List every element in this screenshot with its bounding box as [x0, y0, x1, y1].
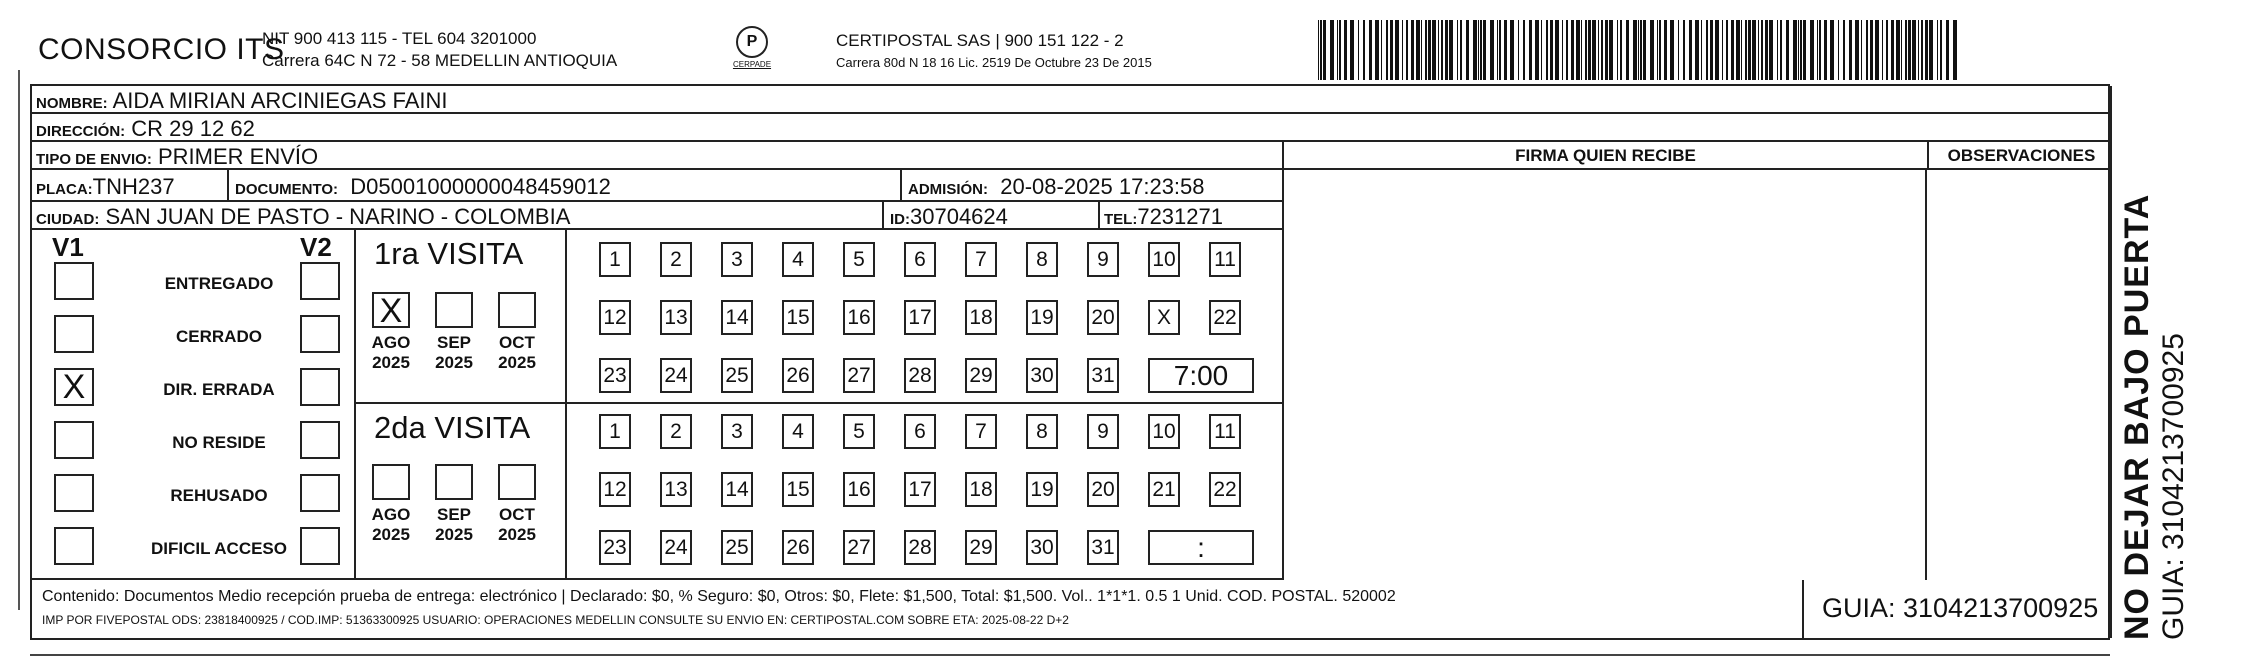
month-checkbox[interactable]: [372, 464, 410, 500]
month-label: SEP: [436, 505, 472, 524]
day-box[interactable]: 17: [904, 300, 936, 335]
v1-checkbox[interactable]: [54, 315, 94, 353]
cerpade-logo: [722, 26, 782, 86]
day-box[interactable]: 12: [599, 300, 631, 335]
day-box[interactable]: 3: [721, 414, 753, 449]
month-year: 2025: [435, 353, 473, 372]
certi-line1: CERTIPOSTAL SAS | 900 151 122 - 2: [836, 31, 1124, 50]
day-box[interactable]: 1: [599, 242, 631, 277]
ciudad-label: CIUDAD:: [36, 211, 100, 228]
month-label: OCT: [499, 505, 535, 524]
sep-admision: [900, 170, 902, 200]
month-checkbox[interactable]: X: [372, 292, 410, 328]
tel-value: 7231271: [1137, 204, 1223, 229]
month-year: 2025: [372, 353, 410, 372]
placa-value: TNH237: [92, 174, 175, 199]
logo-icon: P: [736, 26, 768, 58]
day-box[interactable]: 14: [721, 300, 753, 335]
day-box[interactable]: 10: [1148, 414, 1180, 449]
day-box[interactable]: 22: [1209, 472, 1241, 507]
day-box[interactable]: 22: [1209, 300, 1241, 335]
id-label: ID:: [890, 211, 910, 228]
day-box[interactable]: 3: [721, 242, 753, 277]
ciudad-value: SAN JUAN DE PASTO - NARINO - COLOMBIA: [105, 204, 571, 229]
day-box[interactable]: 4: [782, 242, 814, 277]
month-checkbox[interactable]: [498, 292, 536, 328]
row-placa: [32, 170, 1282, 202]
day-box[interactable]: 31: [1087, 358, 1119, 393]
time-box[interactable]: 7:00: [1148, 358, 1254, 393]
day-box[interactable]: 6: [904, 414, 936, 449]
imp-text: IMP POR FIVEPOSTAL ODS: 23818400925 / COD.IMP: 51363300925 USUARIO: OPERACIONES MEDELLIN CONSULTE SU ENVIO EN: CERTIPOSTAL.COM SOBRE ETA: 2025-08-22 D+2: [42, 613, 1069, 627]
month-year: 2025: [435, 525, 473, 544]
day-box[interactable]: 15: [782, 472, 814, 507]
observaciones-label: OBSERVACIONES: [1927, 142, 2114, 170]
visit-divider: [354, 402, 1282, 404]
row-direccion: [32, 114, 2112, 142]
tipo-value: PRIMER ENVÍO: [157, 144, 319, 169]
day-box[interactable]: 9: [1087, 414, 1119, 449]
day-box[interactable]: 17: [904, 472, 936, 507]
status-label: DIFICIL ACCESO: [150, 539, 287, 558]
day-box[interactable]: 11: [1209, 242, 1241, 277]
visit1-title: 1ra VISITA: [374, 236, 524, 271]
day-box[interactable]: 28: [904, 530, 936, 565]
guide-form: [30, 84, 2110, 640]
direccion-label: DIRECCIÓN:: [36, 123, 126, 140]
contenido-text: Contenido: Documentos Medio recepción prueba de entrega: electrónico | Declarado: $0, % Seguro: $0, Otros: $0, Flete: $1,500, Total: $1,500. Vol.. 1*1*1. 0.5 1 Unid. COD. POSTAL. 520002: [42, 588, 1396, 605]
status-divider: [354, 230, 356, 578]
day-box[interactable]: 15: [782, 300, 814, 335]
visit2-title: 2da VISITA: [374, 410, 531, 445]
sep-tel: [1098, 202, 1100, 228]
day-box[interactable]: 27: [843, 358, 875, 393]
row-ciudad: [32, 202, 1282, 230]
day-box[interactable]: 18: [965, 300, 997, 335]
day-box[interactable]: 20: [1087, 472, 1119, 507]
side-guia: GUIA: 3104213700925: [2157, 333, 2190, 640]
day-box[interactable]: 24: [660, 530, 692, 565]
day-box[interactable]: 12: [599, 472, 631, 507]
v1-label: V1: [52, 232, 84, 262]
day-box[interactable]: 13: [660, 472, 692, 507]
address-line: Carrera 64C N 72 - 58 MEDELLIN ANTIOQUIA: [262, 51, 618, 70]
nombre-label: NOMBRE:: [36, 95, 108, 112]
day-box[interactable]: 20: [1087, 300, 1119, 335]
day-box[interactable]: 5: [843, 414, 875, 449]
row-nombre: [32, 86, 2112, 114]
day-box[interactable]: 16: [843, 300, 875, 335]
month-label: AGO: [371, 505, 411, 524]
month-label: SEP: [436, 333, 472, 352]
status-label: CERRADO: [176, 327, 262, 346]
day-box[interactable]: 25: [721, 358, 753, 393]
day-box[interactable]: 25: [721, 530, 753, 565]
day-box[interactable]: 2: [660, 414, 692, 449]
month-label: OCT: [499, 333, 535, 352]
day-box[interactable]: 31: [1087, 530, 1119, 565]
side-notice: [2118, 80, 2191, 640]
day-box[interactable]: 19: [1026, 472, 1058, 507]
documento-label: DOCUMENTO:: [235, 181, 339, 198]
sep-id: [882, 202, 884, 228]
barcode: [1318, 20, 1958, 80]
v2-checkbox[interactable]: [300, 527, 340, 565]
day-box[interactable]: 30: [1026, 530, 1058, 565]
month-year: 2025: [498, 353, 536, 372]
month-divider: [565, 230, 567, 578]
month-checkbox[interactable]: [498, 464, 536, 500]
day-box[interactable]: 7: [965, 242, 997, 277]
month-checkbox[interactable]: [435, 292, 473, 328]
day-box[interactable]: 1: [599, 414, 631, 449]
v1-checkbox[interactable]: [54, 527, 94, 565]
v1-checkbox[interactable]: [54, 474, 94, 512]
v1-checkbox[interactable]: [54, 262, 94, 300]
nombre-value: AIDA MIRIAN ARCINIEGAS FAINI: [112, 88, 448, 113]
tel-label: TEL:: [1104, 211, 1138, 228]
status-label: DIR. ERRADA: [163, 380, 275, 399]
bottom-rule: [30, 654, 2110, 656]
day-box[interactable]: 18: [965, 472, 997, 507]
row-tipo: [32, 142, 1282, 170]
day-box[interactable]: 16: [843, 472, 875, 507]
tipo-label: TIPO DE ENVIO:: [36, 151, 152, 168]
v2-checkbox[interactable]: [300, 368, 340, 406]
logo-caption: CERPADE: [732, 60, 772, 69]
status-label: ENTREGADO: [164, 274, 274, 293]
divider-firma: [1282, 170, 1284, 580]
nit-line: NIT 900 413 115 - TEL 604 3201000: [262, 29, 537, 48]
day-box[interactable]: 13: [660, 300, 692, 335]
day-box[interactable]: 23: [599, 530, 631, 565]
month-year: 2025: [372, 525, 410, 544]
left-edge-line: [18, 70, 20, 610]
admision-label: ADMISIÓN:: [908, 181, 988, 198]
day-box[interactable]: 6: [904, 242, 936, 277]
right-edge: [2110, 86, 2112, 638]
id-value: 30704624: [910, 204, 1008, 229]
guia-number: GUIA: 3104213700925: [1802, 580, 2112, 638]
v2-label: V2: [300, 232, 332, 262]
day-box[interactable]: 26: [782, 358, 814, 393]
day-box[interactable]: 30: [1026, 358, 1058, 393]
sep-placa: [227, 170, 229, 200]
day-box[interactable]: 29: [965, 530, 997, 565]
v2-checkbox[interactable]: [300, 262, 340, 300]
status-label: NO RESIDE: [172, 433, 266, 452]
v2-checkbox[interactable]: [300, 421, 340, 459]
day-box[interactable]: 21: [1148, 472, 1180, 507]
day-box[interactable]: 8: [1026, 414, 1058, 449]
firma-label: FIRMA QUIEN RECIBE: [1515, 146, 1696, 165]
month-checkbox[interactable]: [435, 464, 473, 500]
time-box[interactable]: :: [1148, 530, 1254, 565]
side-warning: NO DEJAR BAJO PUERTA: [2118, 193, 2156, 640]
day-box[interactable]: 7: [965, 414, 997, 449]
day-box[interactable]: 8: [1026, 242, 1058, 277]
month-year: 2025: [498, 525, 536, 544]
v1-checkbox[interactable]: [54, 421, 94, 459]
day-box[interactable]: X: [1148, 300, 1180, 335]
day-box[interactable]: 9: [1087, 242, 1119, 277]
certi-line2: Carrera 80d N 18 16 Lic. 2519 De Octubre 23 De 2015: [836, 55, 1152, 70]
day-box[interactable]: 14: [721, 472, 753, 507]
status-label: REHUSADO: [170, 486, 268, 505]
v1-checkbox[interactable]: X: [54, 368, 94, 406]
day-box[interactable]: 23: [599, 358, 631, 393]
day-box[interactable]: 28: [904, 358, 936, 393]
admision-value: 20-08-2025 17:23:58: [1000, 174, 1205, 199]
day-box[interactable]: 10: [1148, 242, 1180, 277]
signature-header: [1282, 142, 2112, 170]
day-box[interactable]: 4: [782, 414, 814, 449]
day-box[interactable]: 5: [843, 242, 875, 277]
day-box[interactable]: 27: [843, 530, 875, 565]
documento-value: D05001000000048459012: [350, 174, 611, 199]
delivery-status-area: [32, 230, 1282, 580]
day-box[interactable]: 19: [1026, 300, 1058, 335]
company-info: [262, 28, 617, 72]
day-box[interactable]: 26: [782, 530, 814, 565]
day-box[interactable]: 24: [660, 358, 692, 393]
brand-name: CONSORCIO ITS: [38, 33, 285, 66]
day-box[interactable]: 11: [1209, 414, 1241, 449]
direccion-value: CR 29 12 62: [131, 116, 255, 141]
day-box[interactable]: 2: [660, 242, 692, 277]
month-label: AGO: [371, 333, 411, 352]
divider-obs: [1925, 170, 1927, 580]
placa-label: PLACA:: [36, 181, 93, 198]
v2-checkbox[interactable]: [300, 315, 340, 353]
day-box[interactable]: 29: [965, 358, 997, 393]
v2-checkbox[interactable]: [300, 474, 340, 512]
certipostal-info: [836, 30, 1152, 74]
